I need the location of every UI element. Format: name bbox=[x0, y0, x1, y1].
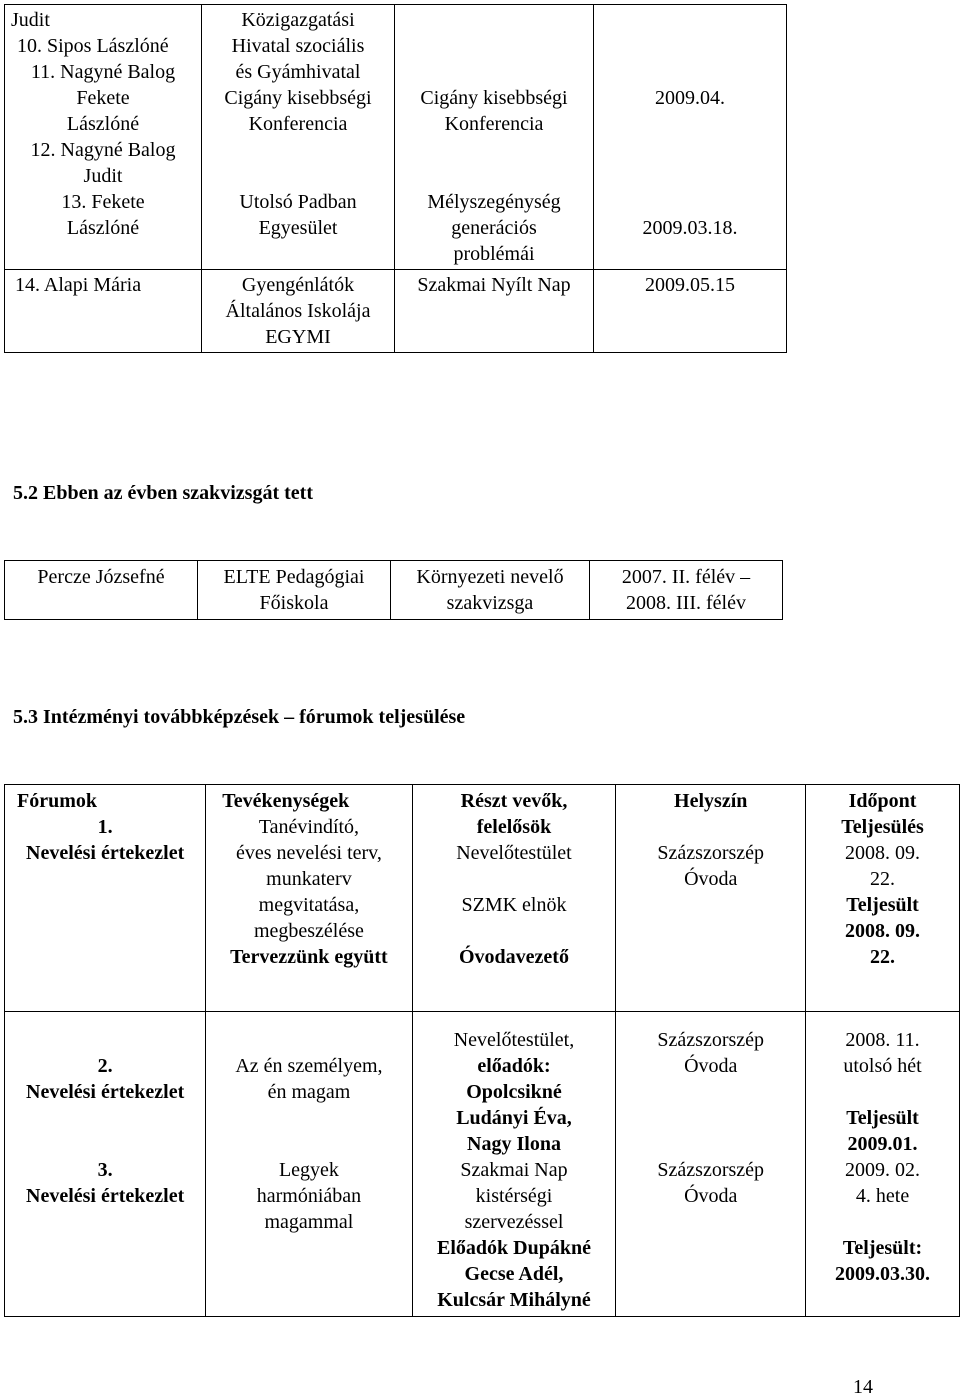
cell-line: Egyesület bbox=[258, 217, 338, 239]
cell-line: éves nevelési terv, bbox=[236, 842, 382, 864]
cell-line: Nevelési értekezlet bbox=[26, 842, 185, 864]
table-cell bbox=[412, 1012, 616, 1317]
cell-line: Mélyszegénység bbox=[427, 191, 561, 213]
cell-line: Teljesült: bbox=[842, 1237, 923, 1259]
cell-line: Judit bbox=[83, 165, 123, 187]
table-cell bbox=[5, 5, 202, 270]
column-header: felelősök bbox=[476, 816, 552, 838]
cell-line: Óvoda bbox=[684, 1185, 738, 1207]
cell-line: 2. bbox=[97, 1055, 113, 1077]
cell-line: Ludányi Éva, bbox=[456, 1107, 572, 1129]
cell-line: Tanévindító, bbox=[258, 816, 360, 838]
cell-line: Legyek bbox=[278, 1159, 339, 1181]
table-cell bbox=[5, 561, 198, 620]
table-cell bbox=[412, 785, 616, 1012]
cell-line: 2009.05.15 bbox=[645, 274, 735, 296]
cell-line: Közigazgatási bbox=[241, 9, 355, 31]
cell-line: 2009.04. bbox=[655, 87, 725, 109]
section-heading-5-2: 5.2 Ebben az évben szakvizsgát tett bbox=[13, 482, 313, 504]
cell-line: Fekete bbox=[76, 87, 130, 109]
cell-line: 22. bbox=[870, 868, 896, 890]
cell-line: Nevelési értekezlet bbox=[26, 1185, 185, 1207]
cell-line: 22. bbox=[870, 946, 896, 968]
table-cell bbox=[5, 785, 206, 1012]
cell-line: 11. Nagyné Balog bbox=[30, 61, 176, 83]
cell-line: 12. Nagyné Balog bbox=[30, 139, 176, 161]
cell-line: előadók: bbox=[477, 1055, 551, 1077]
cell-line: EGYMI bbox=[265, 326, 331, 348]
table-cell bbox=[206, 785, 412, 1012]
cell-line: Tervezzünk együtt bbox=[230, 946, 388, 968]
column-header: Időpont bbox=[848, 790, 917, 812]
table-cell bbox=[5, 1012, 206, 1317]
table-cell bbox=[806, 785, 960, 1012]
cell-line: Nevelési értekezlet bbox=[26, 1081, 185, 1103]
table-cell bbox=[594, 270, 787, 353]
cell-line: megbeszélése bbox=[253, 920, 364, 942]
table-row bbox=[5, 561, 783, 620]
cell-line: Százszorszép bbox=[657, 1029, 765, 1051]
cell-line: 2007. II. félév – bbox=[621, 566, 751, 588]
cell-line: Opolcsikné bbox=[466, 1081, 562, 1103]
cell-line: Óvoda bbox=[684, 1055, 738, 1077]
table-cell bbox=[202, 270, 395, 353]
cell-line: Lászlóné bbox=[66, 113, 140, 135]
cell-line: magammal bbox=[264, 1211, 354, 1233]
cell-line: munkaterv bbox=[266, 868, 352, 890]
cell-line: 2008. 11. bbox=[845, 1029, 920, 1051]
page-number: 14 bbox=[853, 1376, 873, 1398]
cell-line: Óvodavezető bbox=[459, 946, 569, 968]
table-cell bbox=[590, 561, 783, 620]
cell-line: 2008. 09. bbox=[845, 842, 921, 864]
section-heading-5-3: 5.3 Intézményi továbbképzések – fórumok teljesülése bbox=[13, 706, 466, 728]
cell-line: Teljesült bbox=[846, 1107, 919, 1129]
cell-line: Környezeti nevelő bbox=[416, 566, 564, 588]
table-cell bbox=[395, 5, 594, 270]
table-cell bbox=[594, 5, 787, 270]
cell-line: Nevelőtestület bbox=[456, 842, 572, 864]
cell-line: Előadók Dupákné bbox=[437, 1237, 591, 1259]
cell-line: Szakmai Nap bbox=[460, 1159, 568, 1181]
cell-line: Konferencia bbox=[248, 113, 348, 135]
cell-line: szakvizsga bbox=[446, 592, 534, 614]
table-cell bbox=[806, 1012, 960, 1317]
cell-line: SZMK elnök bbox=[461, 894, 567, 916]
cell-line: Gecse Adél, bbox=[464, 1263, 564, 1285]
cell-line: Nevelőtestület, bbox=[453, 1029, 575, 1051]
cell-line: Százszorszép bbox=[657, 1159, 765, 1181]
cell-line: generációs bbox=[451, 217, 537, 239]
cell-line: 2009.01. bbox=[847, 1133, 918, 1155]
cell-line: Szakmai Nyílt Nap bbox=[417, 274, 571, 296]
cell-line: Óvoda bbox=[684, 868, 738, 890]
table-cell bbox=[202, 5, 395, 270]
cell-line: Hivatal szociális bbox=[231, 35, 365, 57]
cell-line: 3. bbox=[97, 1159, 113, 1181]
cell-line: harmóniában bbox=[256, 1185, 362, 1207]
cell-line: Lászlóné bbox=[66, 217, 140, 239]
cell-line: 2008. 09. bbox=[845, 920, 921, 942]
table-cell bbox=[198, 561, 391, 620]
cell-line: utolsó hét bbox=[843, 1055, 922, 1077]
cell-line: 10. Sipos Lászlóné bbox=[17, 35, 169, 57]
cell-line: Percze Józsefné bbox=[37, 566, 165, 588]
cell-line: 13. Fekete bbox=[61, 191, 145, 213]
cell-line: 1. bbox=[97, 816, 113, 838]
table-trainings bbox=[4, 784, 960, 1317]
table-cell bbox=[206, 1012, 412, 1317]
column-header: Fórumok bbox=[17, 790, 97, 812]
table-cell bbox=[616, 1012, 806, 1317]
cell-line: kistérségi bbox=[475, 1185, 553, 1207]
cell-line: Cigány kisebbségi bbox=[224, 87, 372, 109]
column-header: Helyszín bbox=[674, 790, 748, 812]
cell-line: Általános Iskolája bbox=[225, 300, 371, 322]
cell-line: Cigány kisebbségi bbox=[420, 87, 568, 109]
table-exams bbox=[4, 560, 783, 620]
cell-line: 2008. III. félév bbox=[626, 592, 746, 614]
table-forums-partners bbox=[4, 4, 787, 353]
cell-line: 14. Alapi Mária bbox=[15, 274, 142, 296]
cell-line: Százszorszép bbox=[657, 842, 765, 864]
table-cell bbox=[616, 785, 806, 1012]
cell-line: 2009. 02. bbox=[845, 1159, 921, 1181]
cell-line: Kulcsár Mihályné bbox=[437, 1289, 591, 1311]
cell-line: megvitatása, bbox=[258, 894, 360, 916]
cell-line: 2009.03.18. bbox=[642, 217, 738, 239]
table-row bbox=[5, 5, 787, 270]
cell-line: problémái bbox=[453, 243, 535, 265]
table-row bbox=[5, 270, 787, 353]
table-cell bbox=[5, 270, 202, 353]
cell-line: Konferencia bbox=[444, 113, 544, 135]
table-row bbox=[5, 1012, 960, 1317]
cell-line: Az én személyem, bbox=[235, 1055, 383, 1077]
cell-line: Gyengénlátók bbox=[241, 274, 355, 296]
cell-line: szervezéssel bbox=[464, 1211, 564, 1233]
column-header: Tevékenységek bbox=[222, 790, 350, 812]
table-cell bbox=[391, 561, 590, 620]
table-cell bbox=[395, 270, 594, 353]
cell-line: 4. hete bbox=[855, 1185, 910, 1207]
cell-line: én magam bbox=[267, 1081, 351, 1103]
cell-line: és Gyámhivatal bbox=[235, 61, 361, 83]
cell-line: Judit bbox=[11, 9, 50, 31]
cell-line: Teljesült bbox=[846, 894, 919, 916]
cell-line: Utolsó Padban bbox=[239, 191, 357, 213]
table-row bbox=[5, 785, 960, 1012]
cell-line: Főiskola bbox=[259, 592, 329, 614]
cell-line: Nagy Ilona bbox=[467, 1133, 561, 1155]
column-header: Teljesülés bbox=[841, 816, 924, 838]
column-header: Részt vevők, bbox=[460, 790, 568, 812]
cell-line: 2009.03.30. bbox=[835, 1263, 931, 1285]
cell-line: ELTE Pedagógiai bbox=[223, 566, 365, 588]
